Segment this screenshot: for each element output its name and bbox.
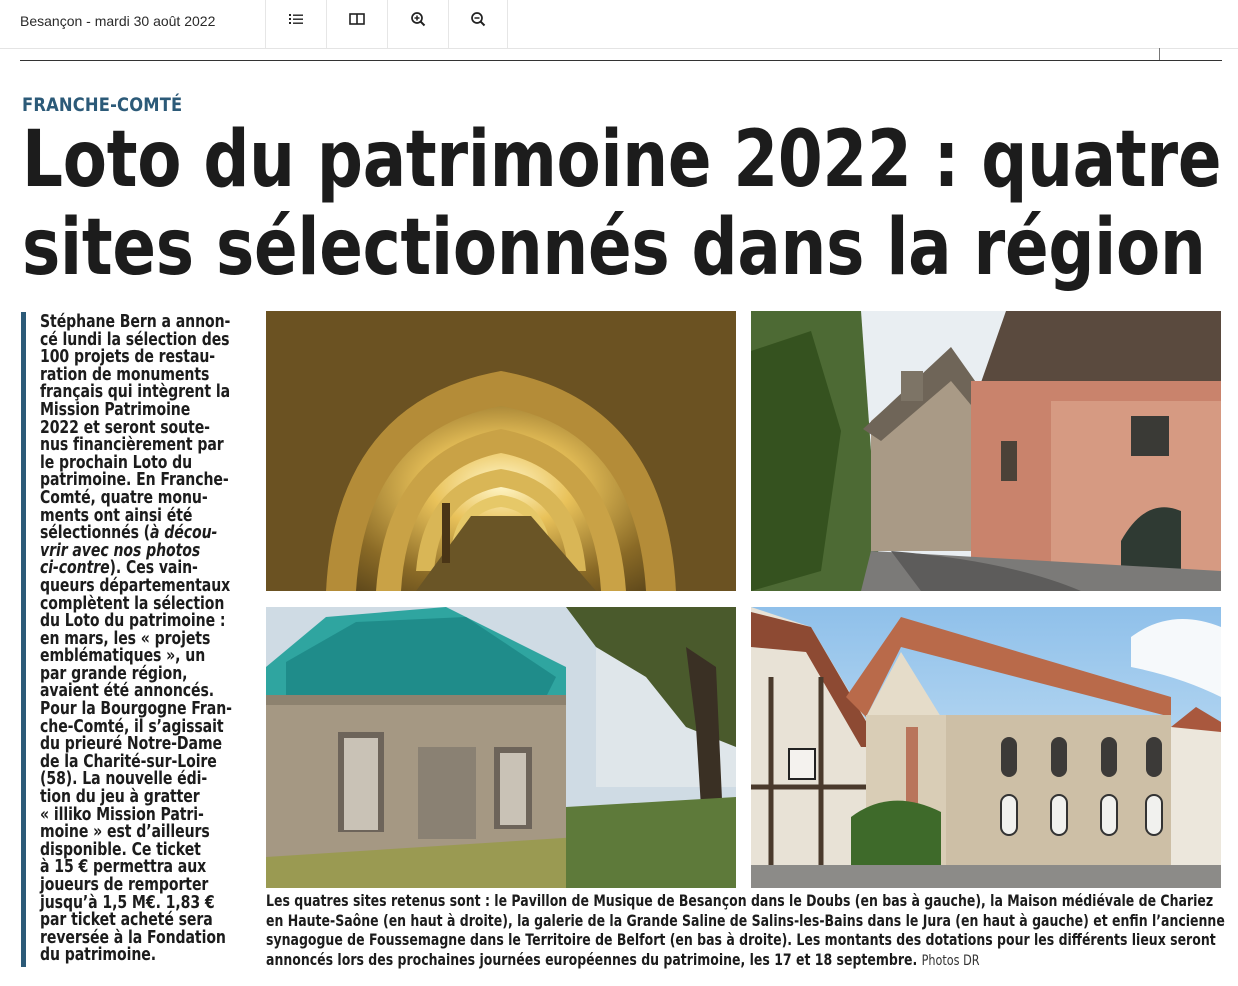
- caption-line-last: [266, 951, 1212, 972]
- edition-date: Besançon - mardi 30 août 2022: [20, 13, 216, 29]
- body-line: complètent la sélection: [40, 593, 225, 614]
- photo-grande-saline-gallery: [266, 311, 736, 591]
- body-line: che-Comté, il s’agissait: [40, 716, 224, 737]
- caption-line: Les quatres sites retenus sont : le Pavillon de Musique de Besançon dans le Doubs (en bas à gauche), la Maison médiévale de Chariez: [266, 892, 1214, 910]
- body-fragment: ). Ces vain-: [109, 558, 198, 579]
- body-line: reversée à la Fondation: [40, 927, 226, 948]
- body-line: de la Charité-sur-Loire: [40, 751, 217, 772]
- body-line: du prieuré Notre-Dame: [40, 734, 223, 755]
- article-headline: [22, 115, 1222, 293]
- column-tick: [1159, 48, 1160, 60]
- list-icon: [288, 11, 304, 27]
- article-body: [40, 314, 248, 965]
- photo-pavillon-musique-besancon: [266, 607, 736, 888]
- body-line: Stéphane Bern a annon-: [40, 312, 231, 332]
- body-line: Comté, quatre monu-: [40, 487, 208, 508]
- reader-toolbar: [0, 0, 1238, 49]
- body-line: patrimoine. En Franche-: [40, 470, 229, 491]
- body-italic-fragment: ci-contre: [40, 558, 110, 579]
- body-line: Pour la Bourgogne Fran-: [40, 699, 232, 720]
- body-line: à 15 € permettra aux: [40, 857, 207, 878]
- body-line: cé lundi la sélection des: [40, 329, 230, 350]
- double-page-button[interactable]: [326, 0, 386, 48]
- body-line: jusqu’à 1,5 M€. 1,83 €: [40, 892, 215, 913]
- body-line: ments ont ainsi été: [40, 505, 193, 526]
- summary-button[interactable]: [265, 0, 325, 48]
- body-line: tion du jeu à gratter: [40, 787, 200, 808]
- body-line: par grande région,: [40, 663, 188, 684]
- page-top-rule: [20, 60, 1222, 61]
- body-line: nus financièrement par: [40, 435, 224, 456]
- body-line: emblématiques », un: [40, 646, 206, 667]
- body-line: joueurs de remporter: [40, 875, 209, 895]
- zoom-in-icon: [410, 11, 426, 27]
- photo-credit: Photos DR: [921, 952, 980, 969]
- body-line: 2022 et seront soute-: [40, 417, 210, 438]
- body-fragment: sélectionnés (: [40, 523, 151, 544]
- body-line: français qui intègrent la: [40, 382, 230, 403]
- body-line: ration de monuments: [40, 364, 210, 385]
- caption-line: synagogue de Foussemagne dans le Territoire de Belfort (en bas à droite). Les montants des dotations pour les différents lieux seront: [266, 931, 1216, 950]
- body-line: queurs départementaux: [40, 575, 231, 596]
- photo-maison-medievale-chariez: [751, 311, 1221, 591]
- body-line: par ticket acheté sera: [40, 910, 213, 931]
- body-line: Mission Patrimoine: [40, 399, 191, 420]
- section-kicker: FRANCHE-COMTÉ: [22, 94, 183, 116]
- caption-fragment: annoncés lors des prochaines journées européennes du patrimoine, les 17 et 18 septembre.: [266, 950, 918, 969]
- headline-line: Loto du patrimoine 2022 : quatre: [22, 115, 1222, 205]
- column-accent-bar: [21, 312, 26, 967]
- zoom-out-icon: [470, 11, 486, 27]
- body-line: (58). La nouvelle édi-: [40, 769, 208, 790]
- photo-synagogue-foussemagne: [751, 607, 1221, 888]
- body-italic-fragment: vrir avec nos photos: [40, 540, 201, 561]
- body-line: avaient été annoncés.: [40, 681, 215, 702]
- body-line: 100 projets de restau-: [40, 347, 216, 368]
- zoom-in-button[interactable]: [387, 0, 447, 48]
- body-line: le prochain Loto du: [40, 452, 193, 473]
- caption-line: en Haute-Saône (en haut à droite), la galerie de la Grande Saline de Salins-les-Bains dans le Jura (en haut à gauche) et enfin l’ancienne: [266, 911, 1225, 930]
- photo-caption: [266, 892, 1225, 971]
- body-italic-fragment: à décou-: [150, 523, 218, 544]
- zoom-out-button[interactable]: [448, 0, 508, 48]
- body-line: en mars, les « projets: [40, 628, 211, 649]
- body-line: « illiko Mission Patri-: [40, 804, 204, 825]
- body-line: du Loto du patrimoine :: [40, 611, 226, 632]
- body-line: moine » est d’ailleurs: [40, 822, 210, 843]
- book-icon: [349, 11, 365, 27]
- headline-line: sites sélectionnés dans la région: [22, 203, 1206, 293]
- body-line: disponible. Ce ticket: [40, 839, 201, 860]
- body-line: du patrimoine.: [40, 945, 157, 966]
